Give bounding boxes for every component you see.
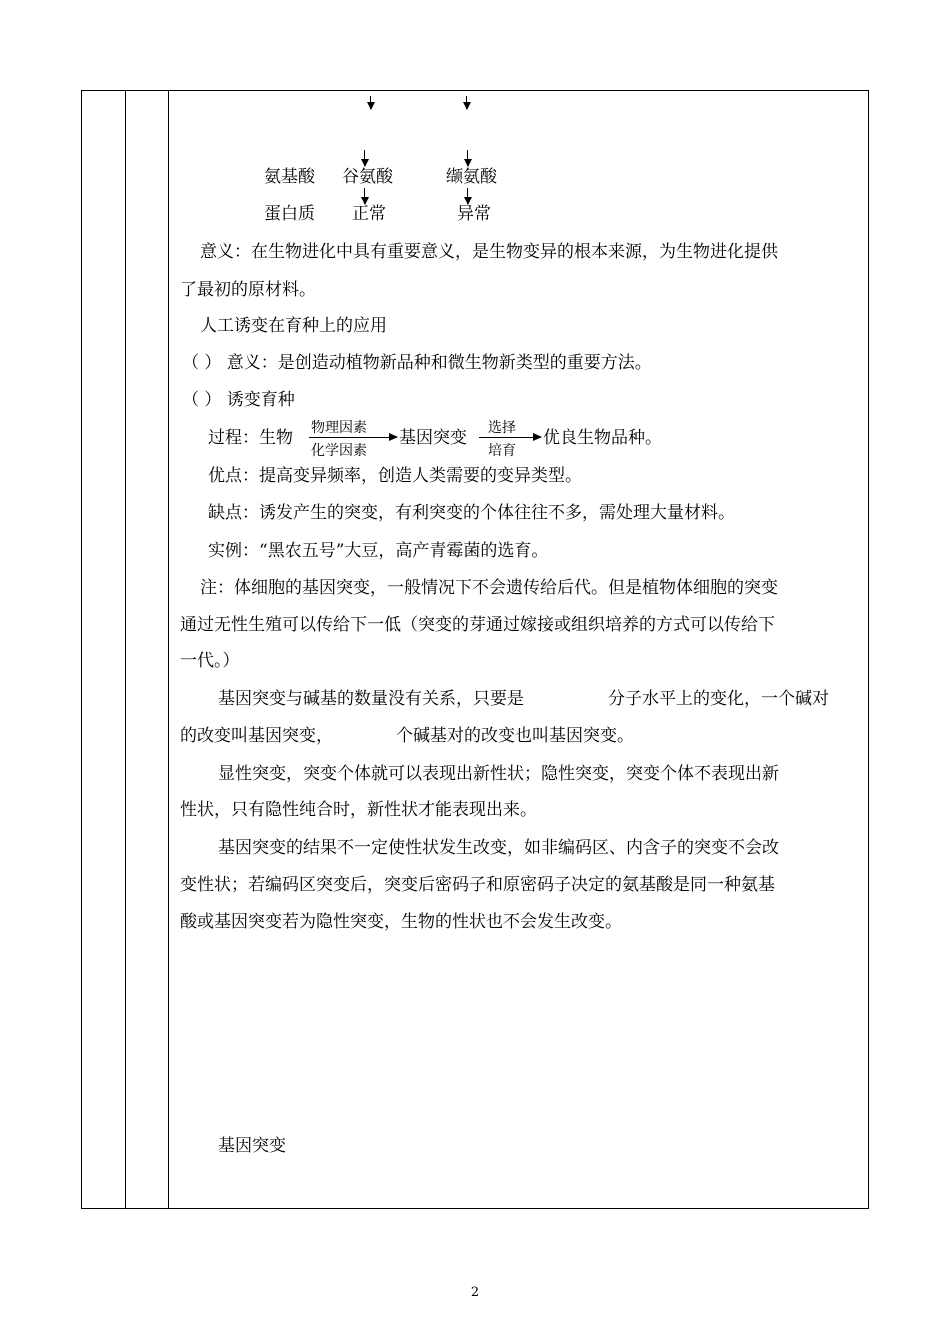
- process-prefix: 过程：生物: [208, 428, 293, 448]
- arrow-down-icon: [364, 188, 365, 204]
- diagram-abnormal-amino: 缬氨酸: [446, 167, 497, 187]
- paragraph-text: 分子水平上的变化，一个碱对: [608, 689, 829, 709]
- list-item: （ ） 诱变育种: [182, 390, 295, 410]
- process-select-top: 选择: [488, 420, 516, 436]
- disadvantage-text: 缺点：诱发产生的突变，有利突变的个体往往不多，需处理大量材料。: [208, 503, 735, 523]
- note-text: 注：体细胞的基因突变，一般情况下不会遗传给后代。但是植物体细胞的突变: [200, 578, 778, 598]
- diagram-amino-label: 氨基酸: [264, 167, 315, 187]
- process-select-bottom: 培育: [488, 443, 516, 459]
- paragraph-text: 的改变叫基因突变，: [180, 726, 333, 746]
- paragraph-text: 基因突变与碱基的数量没有关系，只要是: [218, 689, 524, 709]
- arrow-right-icon: [479, 437, 541, 438]
- note-text-cont: 通过无性生殖可以传给下一低（突变的芽通过嫁接或组织培养的方式可以传给下: [180, 615, 775, 635]
- note-text-cont: 一代。）: [180, 651, 240, 671]
- page-number: 2: [470, 1285, 480, 1300]
- arrow-down-icon: [467, 188, 468, 204]
- process-factor-bottom: 化学因素: [311, 443, 367, 459]
- paragraph-text: 变性状；若编码区突变后，突变后密码子和原密码子决定的氨基酸是同一种氨基: [180, 875, 775, 895]
- paragraph-text: 性状，只有隐性纯合时，新性状才能表现出来。: [180, 800, 537, 820]
- process-factor-top: 物理因素: [311, 420, 367, 436]
- diagram-abnormal-protein: 异常: [457, 204, 491, 224]
- arrow-right-icon: [309, 437, 397, 438]
- arrow-down-icon: [466, 96, 467, 109]
- process-mid: 基因突变: [399, 428, 467, 448]
- arrow-down-icon: [364, 150, 365, 166]
- significance-text: 意义：在生物进化中具有重要意义，是生物变异的根本来源，为生物进化提供: [200, 242, 778, 262]
- arrow-down-icon: [370, 96, 371, 109]
- process-suffix: 优良生物品种。: [543, 428, 662, 448]
- arrow-down-icon: [467, 150, 468, 166]
- paragraph-text: 酸或基因突变若为隐性突变，生物的性状也不会发生改变。: [180, 912, 622, 932]
- paragraph-text: 显性突变，突变个体就可以表现出新性状；隐性突变，突变个体不表现出新: [218, 764, 779, 784]
- paragraph-text: 基因突变的结果不一定使性状发生改变，如非编码区、内含子的突变不会改: [218, 838, 779, 858]
- diagram-protein-label: 蛋白质: [264, 204, 315, 224]
- paragraph-text: 个碱基对的改变也叫基因突变。: [396, 726, 634, 746]
- table-column-divider: [168, 90, 169, 1209]
- list-item: （ ） 意义：是创造动植物新品种和微生物新类型的重要方法。: [182, 353, 652, 373]
- diagram-normal-protein: 正常: [352, 204, 386, 224]
- footer-term: 基因突变: [218, 1136, 286, 1156]
- example-text: 实例：“黑农五号”大豆，高产青霉菌的选育。: [208, 541, 549, 561]
- table-column-divider: [125, 90, 126, 1209]
- advantage-text: 优点：提高变异频率，创造人类需要的变异类型。: [208, 466, 582, 486]
- diagram-normal-amino: 谷氨酸: [342, 167, 393, 187]
- section-heading: 人工诱变在育种上的应用: [200, 316, 387, 336]
- significance-text-cont: 了最初的原材料。: [180, 280, 316, 300]
